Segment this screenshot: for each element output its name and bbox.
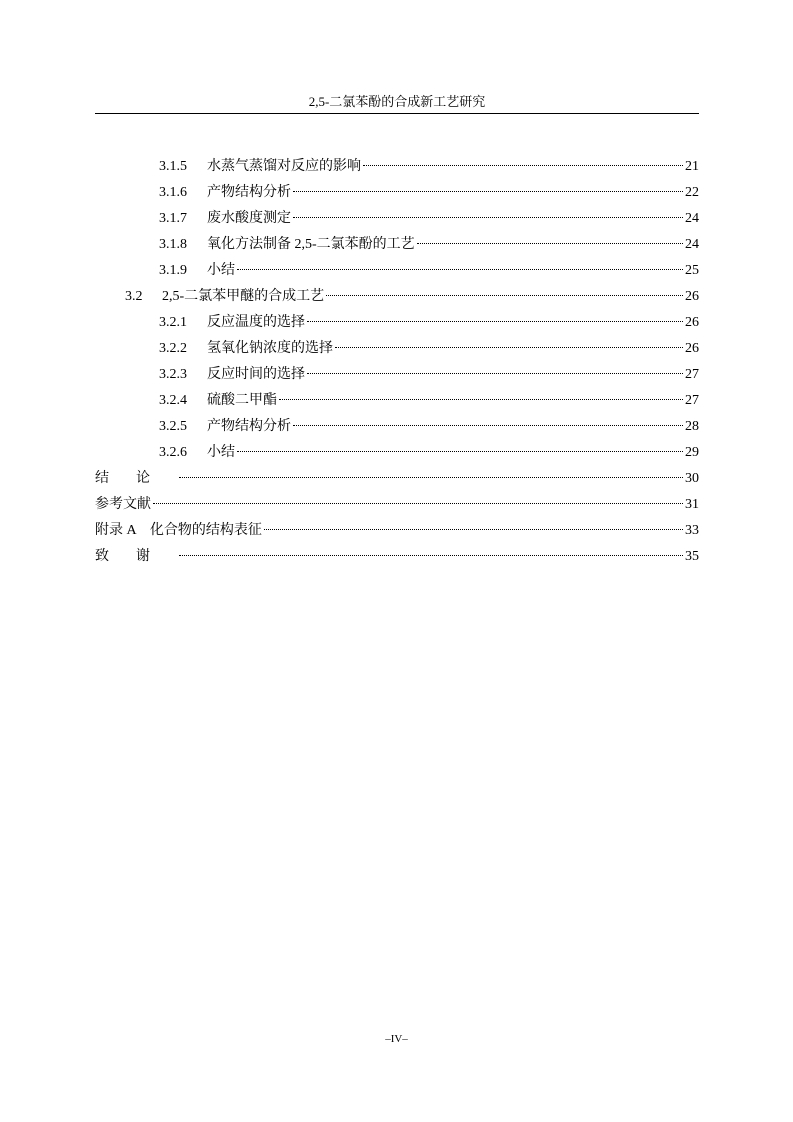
toc-section-title: 反应温度的选择 [207,315,305,330]
toc-page-number: 33 [685,523,699,538]
document-title: 2,5-二氯苯酚的合成新工艺研究 [308,94,486,109]
toc-section-number: 3.1.8 [159,237,187,252]
toc-section-number: 3.2.3 [159,367,187,382]
toc-section-title: 产物结构分析 [207,419,291,434]
toc-entry[interactable] [95,388,699,414]
toc-dot-leader [179,476,683,478]
toc-dot-leader [335,346,683,348]
toc-dot-leader [279,398,683,400]
toc-section-title: 反应时间的选择 [207,367,305,382]
toc-section-title: 小结 [207,445,235,460]
toc-page-number: 27 [685,393,699,408]
toc-section-title: 参考文献 [95,497,151,512]
toc-entry[interactable] [95,492,699,518]
table-of-contents [95,154,699,570]
toc-entry[interactable] [95,518,699,544]
toc-page-number: 27 [685,367,699,382]
toc-page-number: 21 [685,159,699,174]
toc-entry[interactable] [95,362,699,388]
toc-dot-leader [307,320,683,322]
page-footer [0,1032,793,1046]
toc-page-number: 24 [685,211,699,226]
toc-page-number: 24 [685,237,699,252]
toc-dot-leader [264,528,683,530]
toc-section-title: 小结 [207,263,235,278]
toc-section-number: 3.2.2 [159,341,187,356]
toc-dot-leader [237,268,683,270]
toc-dot-leader [293,216,683,218]
toc-section-title: 产物结构分析 [207,185,291,200]
toc-dot-leader [179,554,683,556]
toc-entry[interactable] [95,154,699,180]
toc-page-number: 30 [685,471,699,486]
toc-section-title: 硫酸二甲酯 [207,393,277,408]
toc-section-title: 致谢 [95,549,177,564]
toc-section-number: 3.2.5 [159,419,187,434]
toc-section-title: 水蒸气蒸馏对反应的影响 [207,159,361,174]
toc-entry[interactable] [95,440,699,466]
toc-entry[interactable] [95,258,699,284]
toc-section-number: 3.2.4 [159,393,187,408]
toc-page-number: 22 [685,185,699,200]
toc-dot-leader [307,372,683,374]
toc-entry[interactable] [95,544,699,570]
toc-page-number: 26 [685,289,699,304]
toc-entry[interactable] [95,232,699,258]
toc-page-number: 28 [685,419,699,434]
toc-section-title: 附录 A 化合物的结构表征 [95,523,262,538]
toc-section-title: 结论 [95,471,177,486]
toc-entry[interactable] [95,310,699,336]
toc-dot-leader [417,242,683,244]
toc-dot-leader [237,450,683,452]
toc-dot-leader [326,294,683,296]
toc-page-number: 29 [685,445,699,460]
toc-dot-leader [363,164,683,166]
page-number: –IV– [385,1033,408,1045]
toc-section-title: 2,5-二氯苯甲醚的合成工艺 [162,289,325,304]
toc-section-number: 3.1.6 [159,185,187,200]
toc-page-number: 25 [685,263,699,278]
toc-entry[interactable] [95,414,699,440]
toc-entry[interactable] [95,180,699,206]
toc-entry[interactable] [95,336,699,362]
toc-section-number: 3.2 [125,289,143,304]
toc-page-number: 26 [685,315,699,330]
running-header [95,93,699,114]
toc-section-number: 3.1.9 [159,263,187,278]
toc-entry[interactable] [95,284,699,310]
toc-dot-leader [153,502,683,504]
toc-section-title: 废水酸度测定 [207,211,291,226]
toc-page-number: 31 [685,497,699,512]
toc-page-number: 35 [685,549,699,564]
toc-section-number: 3.1.5 [159,159,187,174]
toc-page-number: 26 [685,341,699,356]
toc-entry[interactable] [95,206,699,232]
toc-section-number: 3.2.1 [159,315,187,330]
toc-section-title: 氧化方法制备 2,5-二氯苯酚的工艺 [207,237,415,252]
toc-dot-leader [293,190,683,192]
toc-entry[interactable] [95,466,699,492]
toc-section-title: 氢氧化钠浓度的选择 [207,341,333,356]
toc-section-number: 3.2.6 [159,445,187,460]
toc-section-number: 3.1.7 [159,211,187,226]
toc-dot-leader [293,424,683,426]
